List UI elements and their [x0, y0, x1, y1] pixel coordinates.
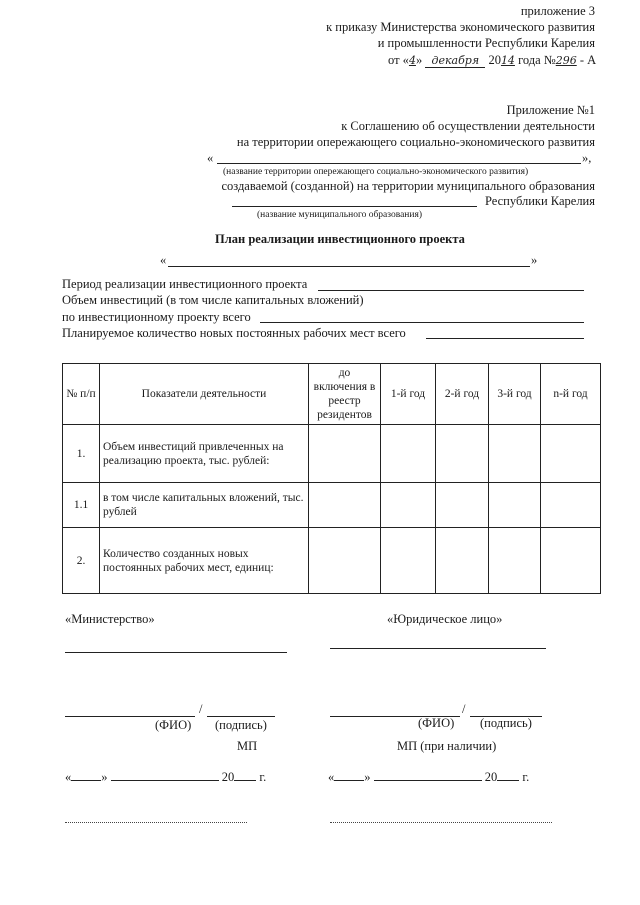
volume-label-2: по инвестиционному проекту всего — [62, 310, 251, 324]
date-close: » — [364, 770, 371, 784]
table-cell[interactable] — [489, 483, 541, 528]
territory-name-line — [217, 163, 581, 164]
jobs-line — [426, 338, 584, 339]
date-open: « — [65, 770, 72, 784]
legal-signature-caption: (подпись) — [480, 716, 532, 730]
row-number: 1. — [63, 425, 100, 483]
table-cell[interactable] — [489, 528, 541, 594]
order-number: 296 — [555, 54, 577, 67]
header-year-n: n-й год — [541, 364, 601, 425]
day-blank — [334, 780, 364, 781]
legal-entity-label: «Юридическое лицо» — [387, 612, 503, 626]
table-row — [63, 425, 601, 483]
table-row — [63, 483, 601, 528]
header-number: № п/п — [63, 364, 100, 425]
table-cell[interactable] — [541, 425, 601, 483]
ministry-footer-line — [65, 822, 247, 823]
row-label: Количество созданных новых постоянных рабочих мест, единиц: — [100, 528, 309, 594]
row-label: в том числе капитальных вложений, тыс. рублей — [100, 483, 309, 528]
territory-quote-open: « — [207, 151, 214, 165]
project-quote-open: « — [160, 253, 167, 267]
number-suffix: - А — [576, 53, 597, 67]
period-line — [318, 290, 584, 291]
territory-caption: (название территории опережающего социально-экономического развития) — [223, 167, 529, 177]
row-number: 2. — [63, 528, 100, 594]
date-close: » — [101, 770, 108, 784]
appendix1-line1: к Соглашению об осуществлении деятельности — [341, 119, 595, 133]
date-year-prefix: 20 — [488, 53, 501, 67]
legal-entity-name-line — [330, 648, 546, 649]
month-blank — [111, 780, 219, 781]
territory-quote-close: », — [582, 151, 592, 165]
appendix3-date-line — [388, 53, 596, 68]
year-blank — [497, 780, 519, 781]
date-mid: » — [415, 53, 423, 67]
jobs-label: Планируемое количество новых постоянных рабочих мест всего — [62, 326, 406, 340]
municipality-caption: (название муниципального образования) — [257, 210, 423, 220]
appendix3-line3: и промышленности Республики Карелия — [377, 36, 595, 50]
project-name-line — [168, 266, 530, 267]
year-suffix: г. — [522, 770, 530, 784]
municipality-name-line — [232, 206, 477, 207]
row-label: Объем инвестиций привлеченных на реализацию проекта, тыс. рублей: — [100, 425, 309, 483]
date-open: « — [328, 770, 335, 784]
day-blank — [71, 780, 101, 781]
ministry-name-line — [65, 652, 287, 653]
appendix1-title: Приложение №1 — [506, 103, 595, 117]
republic-label: Республики Карелия — [484, 194, 595, 208]
table-cell[interactable] — [381, 528, 436, 594]
ministry-fio-line — [65, 716, 195, 717]
table-cell[interactable] — [541, 483, 601, 528]
year-prefix: 20 — [221, 770, 235, 784]
legal-fio-caption: (ФИО) — [418, 716, 455, 730]
date-suffix: года № — [514, 53, 556, 67]
ministry-date-line — [65, 770, 266, 785]
date-prefix: от « — [388, 53, 409, 67]
table-cell[interactable] — [436, 528, 489, 594]
ministry-label: «Министерство» — [65, 612, 155, 626]
row-number: 1.1 — [63, 483, 100, 528]
table-cell[interactable] — [381, 425, 436, 483]
table-cell[interactable] — [309, 528, 381, 594]
year-blank — [234, 780, 256, 781]
appendix1-line2: на территории опережающего социально-экономического развития — [236, 135, 595, 149]
year-suffix: г. — [259, 770, 267, 784]
header-indicators: Показатели деятельности — [100, 364, 309, 425]
date-month: декабря — [425, 54, 485, 68]
period-label: Период реализации инвестиционного проекта — [62, 277, 308, 291]
table-cell[interactable] — [541, 528, 601, 594]
month-blank — [374, 780, 482, 781]
ministry-stamp-label: МП — [237, 739, 258, 753]
legal-footer-line — [330, 822, 552, 823]
date-year: 14 — [500, 54, 515, 67]
plan-title: План реализации инвестиционного проекта — [215, 232, 465, 246]
ministry-signature-caption: (подпись) — [215, 718, 267, 732]
header-year-3: 3-й год — [489, 364, 541, 425]
appendix3-line1: приложение 3 — [520, 4, 595, 18]
header-year-1: 1-й год — [381, 364, 436, 425]
legal-slash: / — [462, 702, 466, 716]
year-prefix: 20 — [484, 770, 498, 784]
table-cell[interactable] — [436, 425, 489, 483]
legal-date-line — [328, 770, 529, 785]
plan-table — [62, 363, 601, 594]
header-year-2: 2-й год — [436, 364, 489, 425]
table-cell[interactable] — [309, 425, 381, 483]
table-cell[interactable] — [309, 483, 381, 528]
volume-label-1: Объем инвестиций (в том числе капитальных вложений) — [62, 293, 364, 307]
table-cell[interactable] — [436, 483, 489, 528]
ministry-slash: / — [199, 702, 203, 716]
appendix3-line2: к приказу Министерства экономического развития — [326, 20, 595, 34]
legal-stamp-label: МП (при наличии) — [397, 739, 497, 753]
table-header-row — [63, 364, 601, 425]
header-before-registry: до включения в реестр резидентов — [309, 364, 381, 425]
volume-line — [260, 322, 584, 323]
appendix1-line3: создаваемой (созданной) на территории муниципального образования — [221, 179, 595, 193]
project-quote-close: » — [531, 253, 538, 267]
table-row — [63, 528, 601, 594]
ministry-signature-line — [207, 716, 275, 717]
table-cell[interactable] — [489, 425, 541, 483]
date-day: 4 — [408, 54, 416, 67]
table-cell[interactable] — [381, 483, 436, 528]
ministry-fio-caption: (ФИО) — [155, 718, 192, 732]
